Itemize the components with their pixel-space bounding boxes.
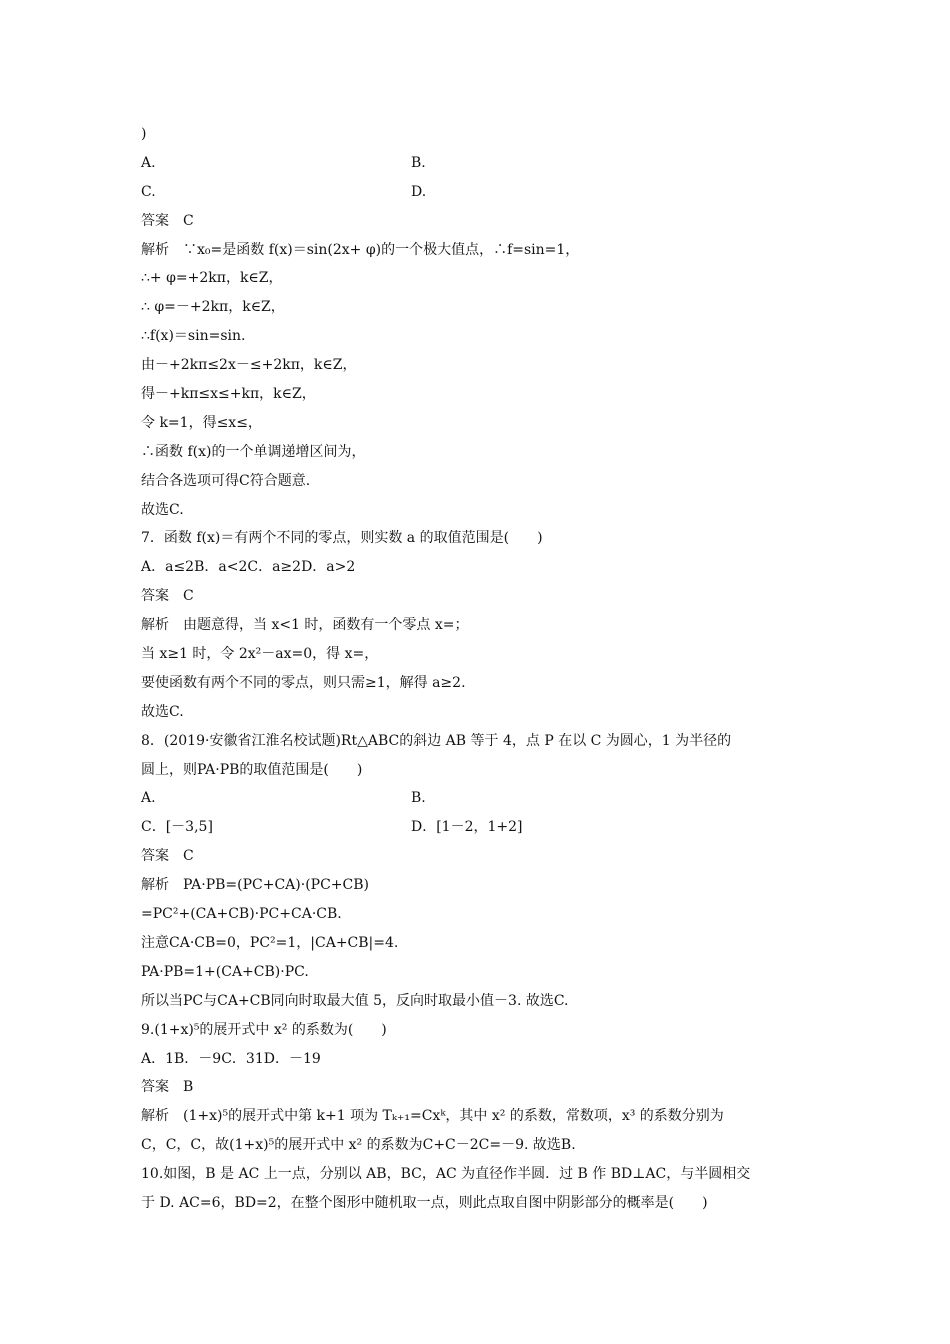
text-line: 要使函数有两个不同的零点，则只需≥1，解得 a≥2.	[141, 674, 466, 691]
text-line: 注意CA·CB=0，PC²=1，|CA+CB|=4.	[141, 934, 399, 951]
document-body	[141, 120, 821, 1218]
option-b: B.	[411, 154, 426, 171]
options-row	[141, 813, 821, 842]
analysis-line: 解析 (1+x)⁵的展开式中第 k+1 项为 Tₖ₊₁=Cxᵏ，其中 x² 的系数，常数项，x³ 的系数分别为	[141, 1108, 724, 1125]
text-line: 得－+kπ≤x≤+kπ，k∈Z，	[141, 386, 316, 403]
option-d: D.	[411, 183, 427, 200]
analysis-line: 解析 PA·PB=(PC+CA)·(PC+CB)	[141, 877, 369, 894]
text-line: 故选C.	[141, 501, 184, 518]
text-line: 所以当PC与CA+CB同向时取最大值 5，反向时取最小值－3. 故选C.	[141, 992, 569, 1009]
text-line: 于 D. AC=6，BD=2，在整个图形中随机取一点，则此点取自图中阴影部分的概率是( )	[141, 1194, 708, 1211]
options-row	[141, 149, 821, 178]
answer-line: 答案 B	[141, 1079, 194, 1096]
question-10: 10.如图，B 是 AC 上一点，分别以 AB，BC，AC 为直径作半圆．过 B 作 BD⊥AC，与半圆相交	[141, 1166, 751, 1183]
text-line: ∴f(x)＝sin=sin.	[141, 328, 246, 345]
analysis-line: 解析 ∵x₀=是函数 f(x)＝sin(2x+ φ)的一个极大值点，∴f=sin=1，	[141, 241, 580, 258]
option-d: D．[1－2，1+2]	[411, 819, 523, 836]
analysis-line: 解析 由题意得，当 x<1 时，函数有一个零点 x=；	[141, 617, 469, 634]
options-row	[141, 178, 821, 207]
question-7: 7．函数 f(x)＝有两个不同的零点，则实数 a 的取值范围是( )	[141, 530, 543, 547]
options-row: A．a≤2B．a<2C．a≥2D．a>2	[141, 559, 356, 576]
option-c: C．[－3,5]	[141, 819, 213, 836]
option-b: B.	[411, 790, 426, 807]
options-row: A．1B．－9C．31D．－19	[141, 1050, 321, 1067]
text-line: ∴函数 f(x)的一个单调递增区间为，	[141, 443, 366, 460]
text-line: )	[141, 126, 147, 142]
question-9: 9.(1+x)⁵的展开式中 x² 的系数为( )	[141, 1021, 387, 1038]
text-line: ∴ φ=－+2kπ，k∈Z，	[141, 299, 285, 316]
option-a: A.	[141, 790, 156, 807]
text-line: =PC²+(CA+CB)·PC+CA·CB.	[141, 906, 342, 923]
text-line: 由－+2kπ≤2x－≤+2kπ，k∈Z，	[141, 357, 357, 374]
answer-line: 答案 C	[141, 588, 194, 605]
options-row	[141, 784, 821, 813]
text-line: 当 x≥1 时，令 2x²－ax=0，得 x=，	[141, 646, 379, 663]
option-c: C.	[141, 183, 156, 200]
text-line: ∴+ φ=+2kπ，k∈Z，	[141, 270, 283, 287]
text-line: C，C，C，故(1+x)⁵的展开式中 x² 的系数为C+C－2C=－9. 故选B.	[141, 1137, 576, 1154]
text-line: 结合各选项可得C符合题意.	[141, 472, 311, 489]
text-line: 圆上，则PA·PB的取值范围是( )	[141, 761, 363, 778]
answer-line: 答案 C	[141, 212, 194, 229]
text-line: 故选C.	[141, 703, 184, 720]
answer-line: 答案 C	[141, 848, 194, 865]
text-line: PA·PB=1+(CA+CB)·PC.	[141, 963, 309, 980]
question-8: 8．(2019·安徽省江淮名校试题)Rt△ABC的斜边 AB 等于 4，点 P 在以 C 为圆心，1 为半径的	[141, 732, 732, 749]
text-line: 令 k=1，得≤x≤，	[141, 414, 262, 431]
option-a: A.	[141, 154, 156, 171]
